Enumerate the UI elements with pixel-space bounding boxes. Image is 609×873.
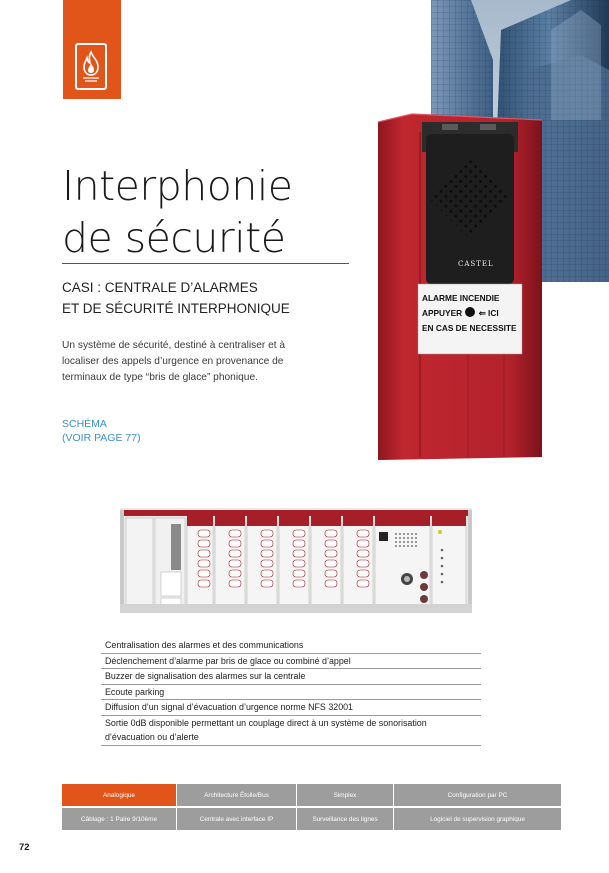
alarm-terminal-photo [372, 112, 544, 464]
title-line-1: Interphonie [62, 162, 293, 210]
title-line-2: de sécurité [62, 214, 286, 262]
page-number: 72 [19, 842, 30, 853]
spec-cell: Logiciel de supervision graphique [394, 808, 561, 830]
device-sign-line-2 [422, 306, 520, 321]
description-line-1: Un système de sécurité, destiné à centraliser et à [62, 340, 286, 351]
central-unit-photo [120, 508, 472, 613]
device-sign-press: APPUYER [422, 308, 463, 318]
device-brand: CASTEL [458, 260, 494, 268]
subtitle-line-1: CASI : CENTRALE D’ALARMES [62, 280, 258, 295]
spec-cell: Centrale avec interface IP [177, 808, 297, 830]
spec-cell: Câblage : 1 Paire 9/10ème [62, 808, 177, 830]
device-sign [422, 291, 520, 336]
feature-item: Déclenchement d’alarme par bris de glace ou combiné d’appel [101, 654, 481, 670]
description [62, 338, 322, 386]
spec-cell: Analogique [62, 784, 177, 806]
schema-page-ref[interactable]: (VOIR PAGE 77) [62, 432, 141, 444]
description-line-2: localiser des appels d’urgence en provenance de [62, 356, 284, 367]
schema-link[interactable] [62, 417, 141, 445]
feature-item-continued: d’évacuation ou d’alerte [101, 730, 481, 746]
schema-label[interactable]: SCHÉMA [62, 418, 107, 430]
device-sign-here: ICI [488, 308, 499, 318]
push-button-icon [465, 307, 475, 317]
feature-item: Buzzer de signalisation des alarmes sur la centrale [101, 669, 481, 685]
feature-list [101, 638, 481, 746]
page-title [62, 160, 292, 264]
feature-item: Centralisation des alarmes et des communications [101, 638, 481, 654]
category-badge [63, 0, 121, 99]
title-divider [62, 263, 349, 264]
spec-cell: Architecture Étoile/Bus [177, 784, 297, 806]
feature-item: Diffusion d’un signal d’évacuation d’urgence norme NFS 32001 [101, 700, 481, 716]
spec-cell: Surveillance des lignes [297, 808, 394, 830]
subtitle-line-2: ET DE SÉCURITÉ INTERPHONIQUE [62, 301, 290, 316]
spec-cell: Configuration par PC [394, 784, 561, 806]
feature-item: Ecoute parking [101, 685, 481, 701]
feature-item: Sortie 0dB disponible permettant un couplage direct à un système de sonorisation [105, 717, 427, 728]
flame-icon [75, 43, 107, 90]
description-line-3: terminaux de type “bris de glace” phonique. [62, 372, 258, 383]
device-sign-line-3: EN CAS DE NECESSITE [422, 323, 517, 333]
spec-cell: Simplex [297, 784, 394, 806]
arrow-left-icon: ⇐ [478, 308, 486, 318]
subtitle [62, 277, 290, 319]
device-sign-line-1: ALARME INCENDIE [422, 293, 500, 303]
spec-grid [62, 784, 561, 831]
